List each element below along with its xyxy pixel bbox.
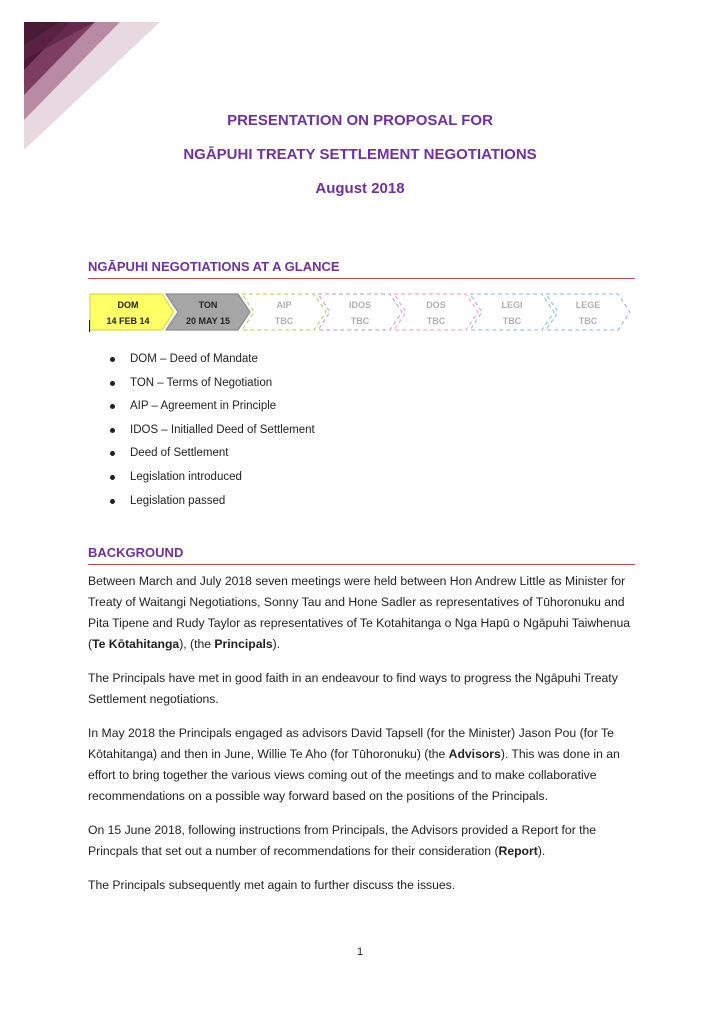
timeline-stage-code: AIP (276, 300, 292, 310)
timeline-stage-date: TBC (274, 316, 294, 326)
background-paragraph-5: The Principals subsequently met again to further discuss the issues. (88, 878, 456, 892)
background-paragraph-1: Between March and July 2018 seven meetings were held between Hon Andrew Little as Minister for Treaty of Waitangi Negotiations, Sonny Tau and Hone Sadler as representatives of Tūhoronuku and Pita Tipene and Rudy Taylor as representatives of Te Kotahitanga o Nga Hapū o Ngāpuhi Taiwhenua (Te Kōtahitanga), (the Principals). (88, 574, 631, 651)
title-line-3: August 2018 (315, 180, 405, 197)
document-title (0, 104, 720, 206)
legend-item: AIP – Agreement in Principle (108, 395, 315, 419)
stage-legend-list (108, 348, 315, 513)
legend-item: Legislation introduced (108, 466, 315, 490)
timeline-stage-date: TBC (578, 316, 598, 326)
glance-heading: NGĀPUHI NEGOTIATIONS AT A GLANCE (88, 259, 635, 279)
background-paragraph-2: The Principals have met in good faith in an endeavour to find ways to progress the Ngāpuhi Treaty Settlement negotiations. (88, 671, 618, 706)
background-paragraph-3: In May 2018 the Principals engaged as advisors David Tapsell (for the Minister) Jason Pou (for Te Kōtahitanga) and then in June, Willie Te Aho (for Tūhoronuku) (the Advisors). This was done in an effort to bring together the various views coming out of the meetings and to make collaborative recommendations on a possible way forward based on the positions of the Principals. (88, 726, 620, 803)
legend-item: Legislation passed (108, 490, 315, 514)
legend-item: Deed of Settlement (108, 442, 315, 466)
timeline-stage-code: DOM (117, 300, 139, 310)
page-number: 1 (356, 946, 364, 958)
legend-item: DOM – Deed of Mandate (108, 348, 315, 372)
timeline-stage-date: 14 FEB 14 (106, 316, 150, 326)
timeline-stage-date: TBC (350, 316, 370, 326)
title-line-1: PRESENTATION ON PROPOSAL FOR (227, 112, 493, 129)
timeline-stage-code: DOS (426, 300, 446, 310)
timeline-cursor-mark (89, 320, 90, 332)
legend-item: IDOS – Initialled Deed of Settlement (108, 419, 315, 443)
timeline-stage-date: 20 MAY 15 (185, 316, 231, 326)
background-paragraph-4: On 15 June 2018, following instructions from Principals, the Advisors provided a Report for the Princpals that set out a number of recommendations for their consideration (Report). (88, 823, 597, 858)
timeline-stage-date: TBC (502, 316, 522, 326)
background-body (88, 571, 638, 909)
timeline-stage-code: LEGI (501, 300, 523, 310)
timeline-stage-code: LEGE (575, 300, 601, 310)
timeline-stage-date: TBC (426, 316, 446, 326)
negotiation-timeline (88, 292, 636, 332)
timeline-stage-code: IDOS (348, 300, 372, 310)
timeline-stage-code: TON (198, 300, 218, 310)
legend-item: TON – Terms of Negotiation (108, 372, 315, 396)
background-heading: BACKGROUND (88, 545, 635, 565)
title-line-2: NGĀPUHI TREATY SETTLEMENT NEGOTIATIONS (183, 146, 537, 163)
